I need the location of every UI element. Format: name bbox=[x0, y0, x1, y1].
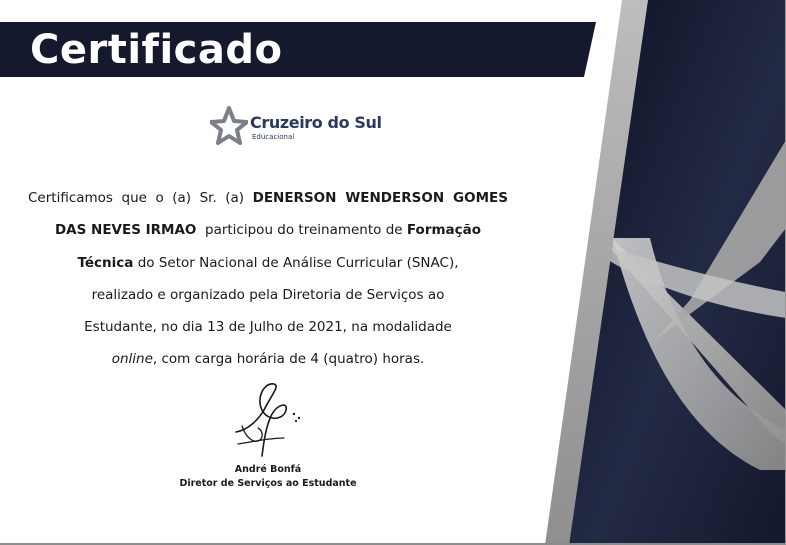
modality-text: online bbox=[111, 351, 153, 368]
course-name-continued: Técnica bbox=[77, 254, 134, 271]
certificate-title: Certificado bbox=[30, 27, 283, 73]
signature-image bbox=[228, 380, 310, 458]
course-name: Formação bbox=[406, 222, 482, 239]
certificate-body bbox=[28, 182, 508, 376]
workload-text: , com carga horária de 4 (quatro) horas. bbox=[152, 351, 425, 368]
date-text: Estudante, no dia 13 de Julho de 2021, na modalidade bbox=[84, 319, 452, 336]
star-logo-icon bbox=[210, 106, 248, 146]
organized-text: realizado e organizado pela Diretoria de Serviços ao bbox=[91, 286, 445, 303]
body-line-1: Certificamos que o (a) Sr. (a) DENERSON WENDERSON GOMES bbox=[28, 190, 508, 206]
signatory-role: Diretor de Serviços ao Estudante bbox=[179, 478, 357, 489]
logo-subtitle: Educacional bbox=[252, 133, 295, 141]
participated-text: participou do treinamento de bbox=[205, 222, 403, 239]
sector-text: do Setor Nacional de Análise Curricular (SNAC), bbox=[137, 254, 459, 271]
signatory-name: André Bonfá bbox=[234, 464, 302, 475]
logo-name: Cruzeiro do Sul bbox=[250, 113, 382, 132]
recipient-name: DENERSON WENDERSON GOMES bbox=[252, 190, 508, 206]
cruzeiro-do-sul-logo bbox=[210, 106, 380, 150]
recipient-name-continued: DAS NEVES IRMAO bbox=[54, 222, 197, 239]
